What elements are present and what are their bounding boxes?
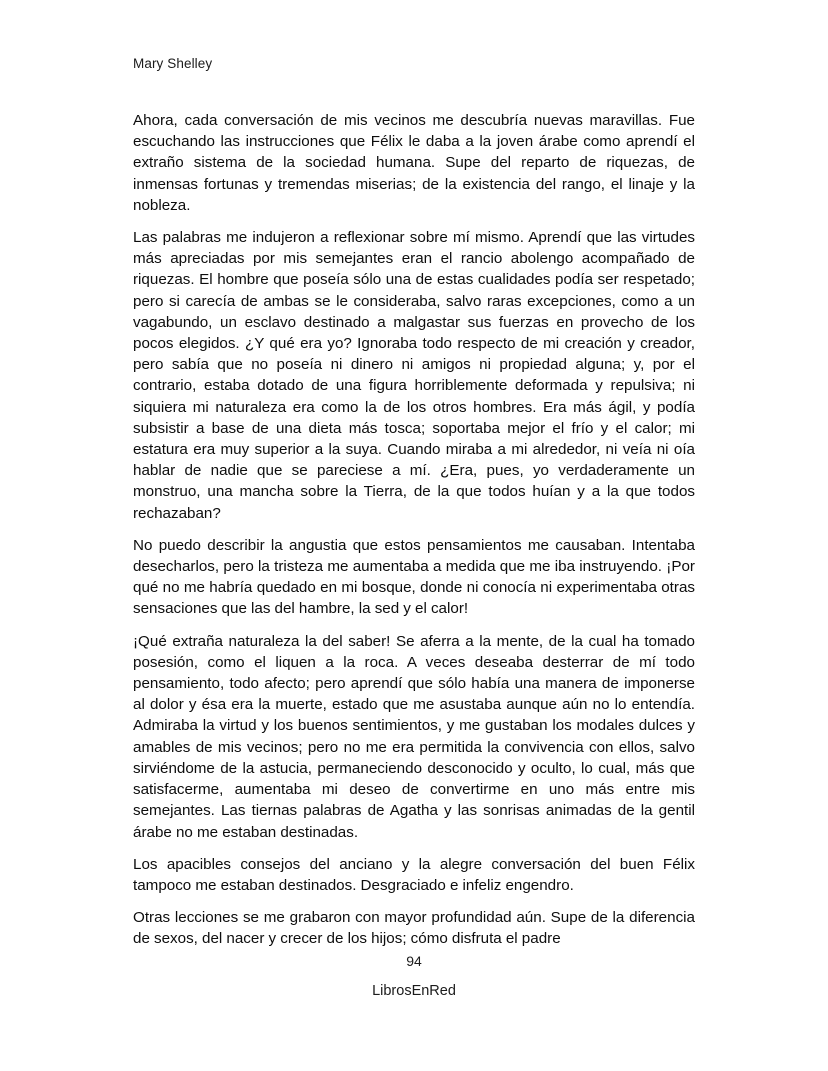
body-text-block	[133, 110, 695, 950]
paragraph: Los apacibles consejos del anciano y la alegre conversación del buen Félix tampoco me estaban destinados. Desgraciado e infeliz engendro.	[133, 855, 695, 894]
paragraph: No puedo describir la angustia que estos pensamientos me causaban. Intentaba desecharlos, pero la tristeza me aumentaba a medida que me iba instruyendo. ¡Por qué no me habría quedado en mi bosque, donde ni conocía ni experimentaba otras sensaciones que las del hambre, la sed y el calor!	[133, 536, 695, 618]
page-number: 94	[406, 953, 422, 969]
paragraph: Las palabras me indujeron a reflexionar sobre mí mismo. Aprendí que las virtudes más apreciadas por mis semejantes eran el rancio abolengo acompañado de riquezas. El hombre que poseía sólo una de estas cualidades podía ser respetado; pero si carecía de ambas se le consideraba, salvo raras excepciones, como a un vagabundo, un esclavo destinado a malgastar sus fuerzas en provecho de los pocos elegidos. ¿Y qué era yo? Ignoraba todo respecto de mi creación y creador, pero sabía que no poseía ni dinero ni amigos ni propiedad alguna; y, por el contrario, estaba dotado de una figura horriblemente deformada y repulsiva; ni siquiera mi naturaleza era como la de los otros hombres. Era más ágil, y podía subsistir a base de una dieta más tosca; soportaba mejor el frío y el calor; mi estatura era muy superior a la suya. Cuando miraba a mi alrededor, ni veía ni oía hablar de nadie que se pareciese a mí. ¿Era, pues, yo verdaderamente un monstruo, una mancha sobre la Tierra, de la que todos huían y a la que todos rechazaban?	[133, 229, 695, 522]
publisher-imprint: LibrosEnRed	[372, 983, 456, 999]
running-head-author: Mary Shelley	[133, 56, 213, 71]
paragraph: ¡Qué extraña naturaleza la del saber! Se aferra a la mente, de la cual ha tomado posesión, como el liquen a la roca. A veces deseaba desterrar de mí todo pensamiento, todo afecto; pero aprendí que sólo había una manera de imponerse al dolor y ésa era la muerte, estado que me asustaba aunque aún no lo entendía. Admiraba la virtud y los buenos sentimientos, y me gustaban los modales dulces y amables de mis vecinos; pero no me era permitida la convivencia con ellos, salvo sirviéndome de la astucia, permaneciendo desconocido y oculto, lo cual, más que satisfacerme, aumentaba mi deseo de convertirme en uno más entre mis semejantes. Las tiernas palabras de Agatha y las sonrisas animadas de la gentil árabe no me estaban destinadas.	[133, 632, 695, 841]
paragraph: Otras lecciones se me grabaron con mayor profundidad aún. Supe de la diferencia de sexos, del nacer y crecer de los hijos; cómo disfruta el padre	[133, 909, 695, 948]
paragraph: Ahora, cada conversación de mis vecinos me descubría nuevas maravillas. Fue escuchando las instrucciones que Félix le daba a la joven árabe como aprendí el extraño sistema de la sociedad humana. Supe del reparto de riquezas, de inmensas fortunas y tremendas miserias; de la existencia del rango, el linaje y la nobleza.	[133, 112, 695, 214]
